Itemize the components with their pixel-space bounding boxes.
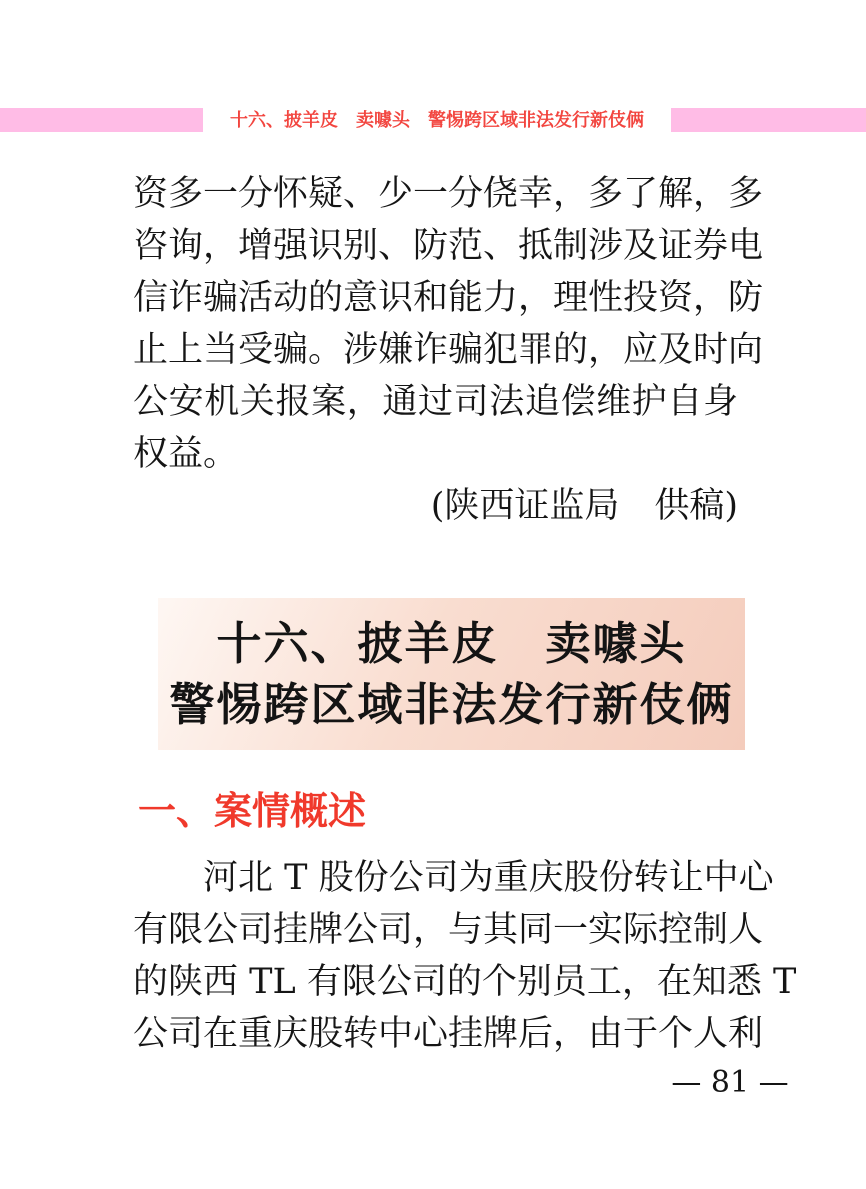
intro-line: 止上当受骗。涉嫌诈骗犯罪的，应及时向 xyxy=(133,330,764,370)
intro-line: 信诈骗活动的意识和能力，理性投资，防 xyxy=(133,278,764,318)
attribution-line: (陕西证监局 供稿) xyxy=(430,486,738,526)
case-line: 公司在重庆股转中心挂牌后，由于个人利 xyxy=(133,1014,764,1054)
intro-line: 公安机关报案，通过司法追偿维护自身 xyxy=(133,382,738,422)
chapter-title-line1: 十六、披羊皮 卖噱头 xyxy=(216,617,687,670)
intro-line: 权益。 xyxy=(133,434,239,474)
chapter-title-line2: 警惕跨区域非法发行新伎俩 xyxy=(169,678,734,731)
intro-line: 资多一分怀疑、少一分侥幸，多了解，多 xyxy=(133,174,764,214)
section-heading: 一、案情概述 xyxy=(138,791,367,833)
case-line: 河北 T 股份公司为重庆股份转让中心 xyxy=(203,858,774,898)
intro-paragraph xyxy=(133,168,764,532)
chapter-title-block xyxy=(158,598,745,750)
header-bar-right xyxy=(671,108,866,132)
running-header-title: 十六、披羊皮 卖噱头 警惕跨区域非法发行新伎俩 xyxy=(230,110,644,130)
case-line: 的陕西 TL 有限公司的个别员工，在知悉 T xyxy=(133,962,797,1002)
intro-line: 咨询，增强识别、防范、抵制涉及证券电 xyxy=(133,226,764,266)
header-bar-left xyxy=(0,108,203,132)
case-line: 有限公司挂牌公司，与其同一实际控制人 xyxy=(133,910,764,950)
case-paragraph xyxy=(133,852,797,1060)
page-number: — 81 — xyxy=(671,1065,789,1100)
